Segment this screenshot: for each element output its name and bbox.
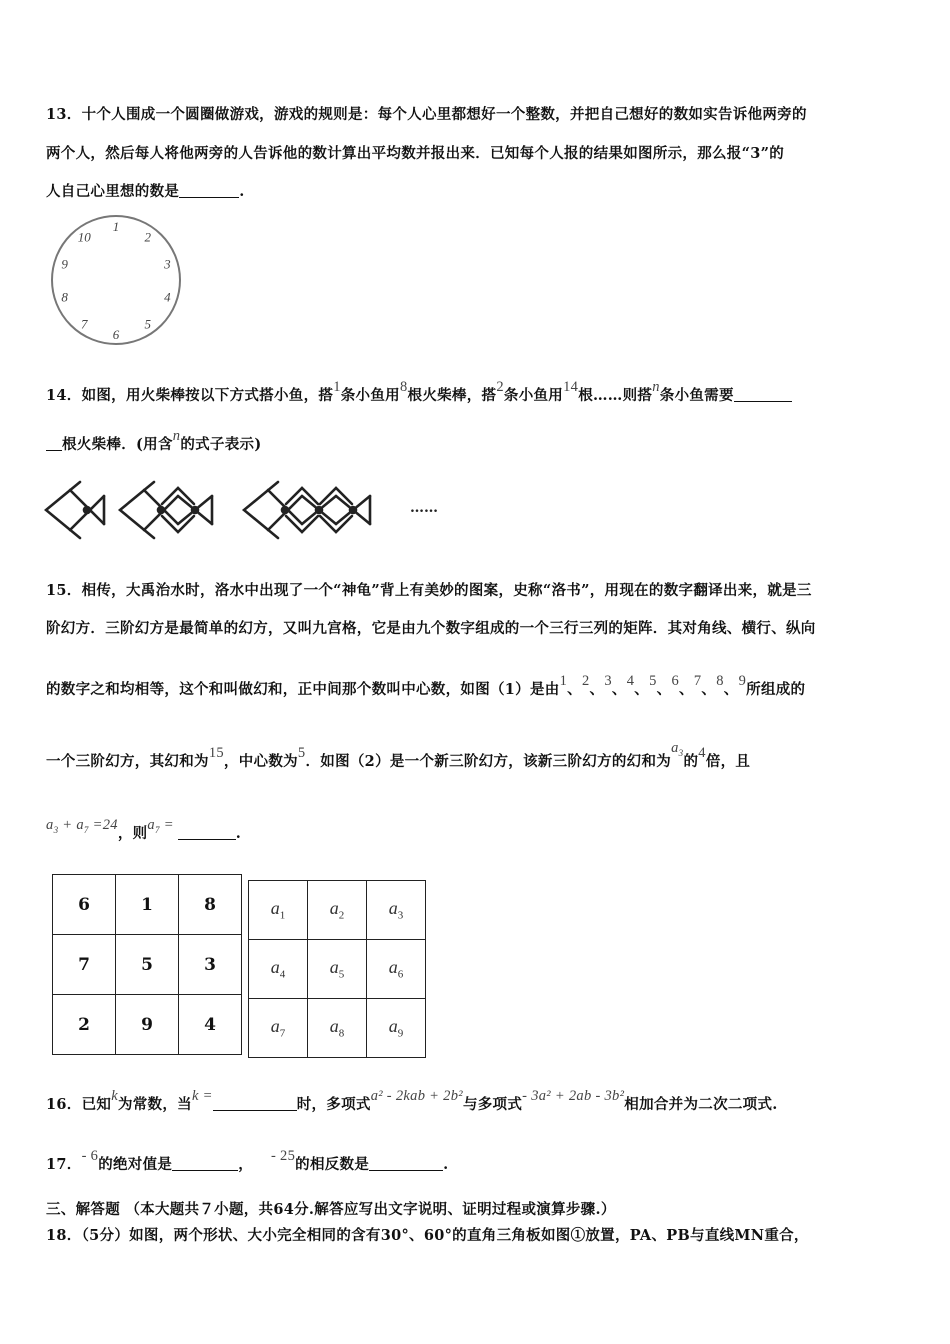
q17-line xyxy=(46,1148,449,1174)
q15-a3: $a_3$ xyxy=(671,740,684,758)
q18-line: 18．（5分）如图，两个形状、大小完全相同的含有30°、60°的直角三角板如图①放置，PA、PB与直线MN重合， xyxy=(46,1227,809,1244)
q15-then: ，则 xyxy=(117,825,148,842)
q14-answer-blank-a[interactable] xyxy=(734,387,792,402)
q14-text-2: 条小鱼用 xyxy=(340,387,400,404)
q15-digit-separator: 、 xyxy=(589,681,605,698)
grid1-cell-1-0: 7 xyxy=(53,935,116,995)
q16-poly-2: - 3a² + 2ab - 3b² xyxy=(522,1088,625,1104)
q16-poly-1: a² - 2kab + 2b² xyxy=(370,1088,463,1104)
q15-digit-7: 7 xyxy=(693,673,702,689)
grid2-row xyxy=(249,940,426,999)
q17-end: . xyxy=(443,1156,449,1173)
q14-ellipsis: …… xyxy=(410,500,438,516)
q16-text-c: 时，多项式 xyxy=(296,1096,371,1113)
circle-label-1: 1 xyxy=(112,219,120,234)
q13-line3-text: 人自己心里想的数是 xyxy=(46,183,180,200)
grid1-cell-0-1: 1 xyxy=(116,875,179,935)
fish-3 xyxy=(244,482,370,538)
q16-k-eq: k = xyxy=(191,1088,213,1104)
q17-text-d: 的相反数是 xyxy=(295,1156,370,1173)
q14-num-8: 8 xyxy=(399,379,408,395)
q15-digit-2: 2 xyxy=(581,673,590,689)
q15-digit-separator: 、 xyxy=(634,681,650,698)
q15-digit-3: 3 xyxy=(604,673,612,689)
grid2-cell-a6: $a_6$ xyxy=(367,940,426,999)
q16-text-a: 16．已知 xyxy=(46,1096,112,1113)
q17-text-b: 的绝对值是 xyxy=(98,1156,173,1173)
circle-label-3: 3 xyxy=(164,256,171,272)
grid1-cell-1-1: 5 xyxy=(116,935,179,995)
q15-line4-text-b: ，中心数为 xyxy=(223,753,298,770)
q17-answer-blank-1[interactable] xyxy=(172,1156,238,1171)
q15-digit-separator: 、 xyxy=(723,681,739,698)
q15-digit-separator: 、 xyxy=(656,681,672,698)
q15-digit-separator: 、 xyxy=(611,681,627,698)
q14-text-6: 条小鱼需要 xyxy=(659,387,734,404)
q15-line4-text-e: 倍，且 xyxy=(705,753,751,770)
q13-line3 xyxy=(46,180,245,201)
q17-number: 17． xyxy=(46,1156,82,1173)
q15-line5-end: . xyxy=(235,825,242,842)
q15-digit-list xyxy=(559,673,747,698)
q14-num-14: 14 xyxy=(563,379,579,395)
q13-line1: 13．十个人围成一个圆圈做游戏，游戏的规则是：每个人心里都想好一个整数，并把自己想好的数如实告诉他两旁的 xyxy=(46,106,807,123)
q15-line5 xyxy=(46,817,242,844)
q16-line xyxy=(46,1088,778,1114)
grid2-cell-a3: $a_3$ xyxy=(367,881,426,940)
circle-label-7: 7 xyxy=(81,316,88,332)
q17-answer-blank-2[interactable] xyxy=(369,1156,443,1171)
magic-square-1 xyxy=(52,874,242,1055)
q13-circle xyxy=(52,216,180,344)
q16-text-d: 与多项式 xyxy=(462,1096,523,1113)
grid2-cell-a4: $a_4$ xyxy=(249,940,308,999)
circle-label-10: 10 xyxy=(77,229,91,245)
q15-a7: $a_7$ = xyxy=(147,817,178,835)
grid1-row xyxy=(53,875,242,935)
q13-answer-blank[interactable] xyxy=(179,183,239,198)
grid1-cell-2-0: 2 xyxy=(53,995,116,1055)
q14-num-1: 1 xyxy=(333,379,341,395)
q15-digit-4: 4 xyxy=(626,673,635,689)
q14-text-4: 条小鱼用 xyxy=(503,387,564,404)
grid1-cell-0-0: 6 xyxy=(53,875,116,935)
circle-label-4: 4 xyxy=(164,289,171,305)
q14-var-n-2: n xyxy=(172,428,181,444)
grid1-cell-2-2: 4 xyxy=(179,995,242,1055)
q15-digit-6: 6 xyxy=(671,673,680,689)
q16-answer-blank[interactable] xyxy=(213,1096,297,1111)
q15-digit-9: 9 xyxy=(738,673,747,689)
section3-note: （本大题共７小题，共64分.解答应写出文字说明、证明过程或演算步骤.） xyxy=(125,1201,616,1218)
q14-text-1: 14．如图，用火柴棒按以下方式搭小鱼，搭 xyxy=(46,387,334,404)
q15-line4 xyxy=(46,740,751,772)
q17-value-2: - 25 xyxy=(271,1148,296,1164)
grid2-cell-a2: $a_2$ xyxy=(308,881,367,940)
q13-circle-figure xyxy=(46,212,186,347)
grid2-cell-a9: $a_9$ xyxy=(367,999,426,1058)
q16-k: k xyxy=(111,1088,118,1104)
circle-label-5: 5 xyxy=(144,316,151,332)
q15-digit-separator: 、 xyxy=(679,681,694,698)
q15-digit-5: 5 xyxy=(649,673,657,689)
grid1-cell-0-2: 8 xyxy=(179,875,242,935)
q15-line3-text: 的数字之和均相等，这个和叫做幻和，正中间那个数叫中心数，如图（1）是由 xyxy=(46,681,560,698)
q16-text-e: 相加合并为二次二项式. xyxy=(624,1096,778,1113)
q13-line2: 两个人，然后每人将他两旁的人告诉他的数计算出平均数并报出来．已知每个人报的结果如图所示，那么报“3”的 xyxy=(46,145,785,162)
grid2-cell-a7: $a_7$ xyxy=(249,999,308,1058)
q16-text-b: 为常数，当 xyxy=(117,1096,192,1113)
q15-digit-separator: 、 xyxy=(701,681,717,698)
grid2-cell-a5: $a_5$ xyxy=(308,940,367,999)
q14-num-2: 2 xyxy=(496,379,504,395)
circle-label-8: 8 xyxy=(61,289,68,305)
q14-text-8: 的式子表示) xyxy=(180,436,262,453)
q15-line3 xyxy=(46,673,806,699)
grid2-cell-a1: $a_1$ xyxy=(249,881,308,940)
q17-value-1: - 6 xyxy=(81,1148,99,1164)
magic-square-2 xyxy=(248,880,426,1058)
q15-digit-separator: 、 xyxy=(567,681,582,698)
q15-equation: $a_3 + a_7 =24$ xyxy=(46,817,118,835)
grid2-row xyxy=(249,999,426,1058)
circle-label-9: 9 xyxy=(61,256,68,272)
q15-line3-end: 所组成的 xyxy=(746,681,806,698)
grid1-row xyxy=(53,995,242,1055)
q15-magic-sum: 15 xyxy=(208,745,224,761)
q14-text-3: 根火柴棒，搭 xyxy=(407,387,497,404)
q14-text-7: 根火柴棒．(用含 xyxy=(62,436,173,453)
q15-answer-blank[interactable] xyxy=(178,825,236,840)
q14-answer-blank-b[interactable] xyxy=(46,436,62,451)
q15-line1: 15．相传，大禹治水时，洛水中出现了一个“神龟”背上有美妙的图案，史称“洛书”，用现在的数字翻译出来，就是三 xyxy=(46,582,812,599)
q15-line4-text-a: 一个三阶幻方，其幻和为 xyxy=(46,753,209,770)
q15-center: 5 xyxy=(297,745,306,761)
q14-line2 xyxy=(46,428,262,454)
q15-digit-1: 1 xyxy=(559,673,568,689)
fish-2 xyxy=(120,482,212,538)
grid2-cell-a8: $a_8$ xyxy=(308,999,367,1058)
circle-label-6: 6 xyxy=(112,327,120,342)
circle-label-2: 2 xyxy=(144,229,151,245)
q14-line1 xyxy=(46,379,792,405)
grid2-row xyxy=(249,881,426,940)
q17-comma: ， xyxy=(238,1156,253,1173)
grid1-cell-1-2: 3 xyxy=(179,935,242,995)
fish-1 xyxy=(46,482,104,538)
q15-times: 4 xyxy=(698,745,706,761)
q13-line3-end: . xyxy=(239,183,245,200)
q14-var-n: n xyxy=(652,379,660,395)
section3-heading xyxy=(46,1198,616,1219)
section3-title: 三、解答题 xyxy=(46,1201,120,1218)
q14-text-5: 根……则搭 xyxy=(578,387,653,404)
q14-fish-figure xyxy=(44,474,464,546)
grid1-cell-2-1: 9 xyxy=(116,995,179,1055)
q15-line4-text-d: 的 xyxy=(683,753,699,770)
q15-digit-8: 8 xyxy=(716,673,724,689)
q15-line2: 阶幻方．三阶幻方是最简单的幻方，又叫九宫格，它是由九个数字组成的一个三行三列的矩阵．其对角线、横行、纵向 xyxy=(46,620,816,637)
grid1-row xyxy=(53,935,242,995)
q15-line4-text-c: ．如图（2）是一个新三阶幻方，该新三阶幻方的幻和为 xyxy=(305,753,672,770)
